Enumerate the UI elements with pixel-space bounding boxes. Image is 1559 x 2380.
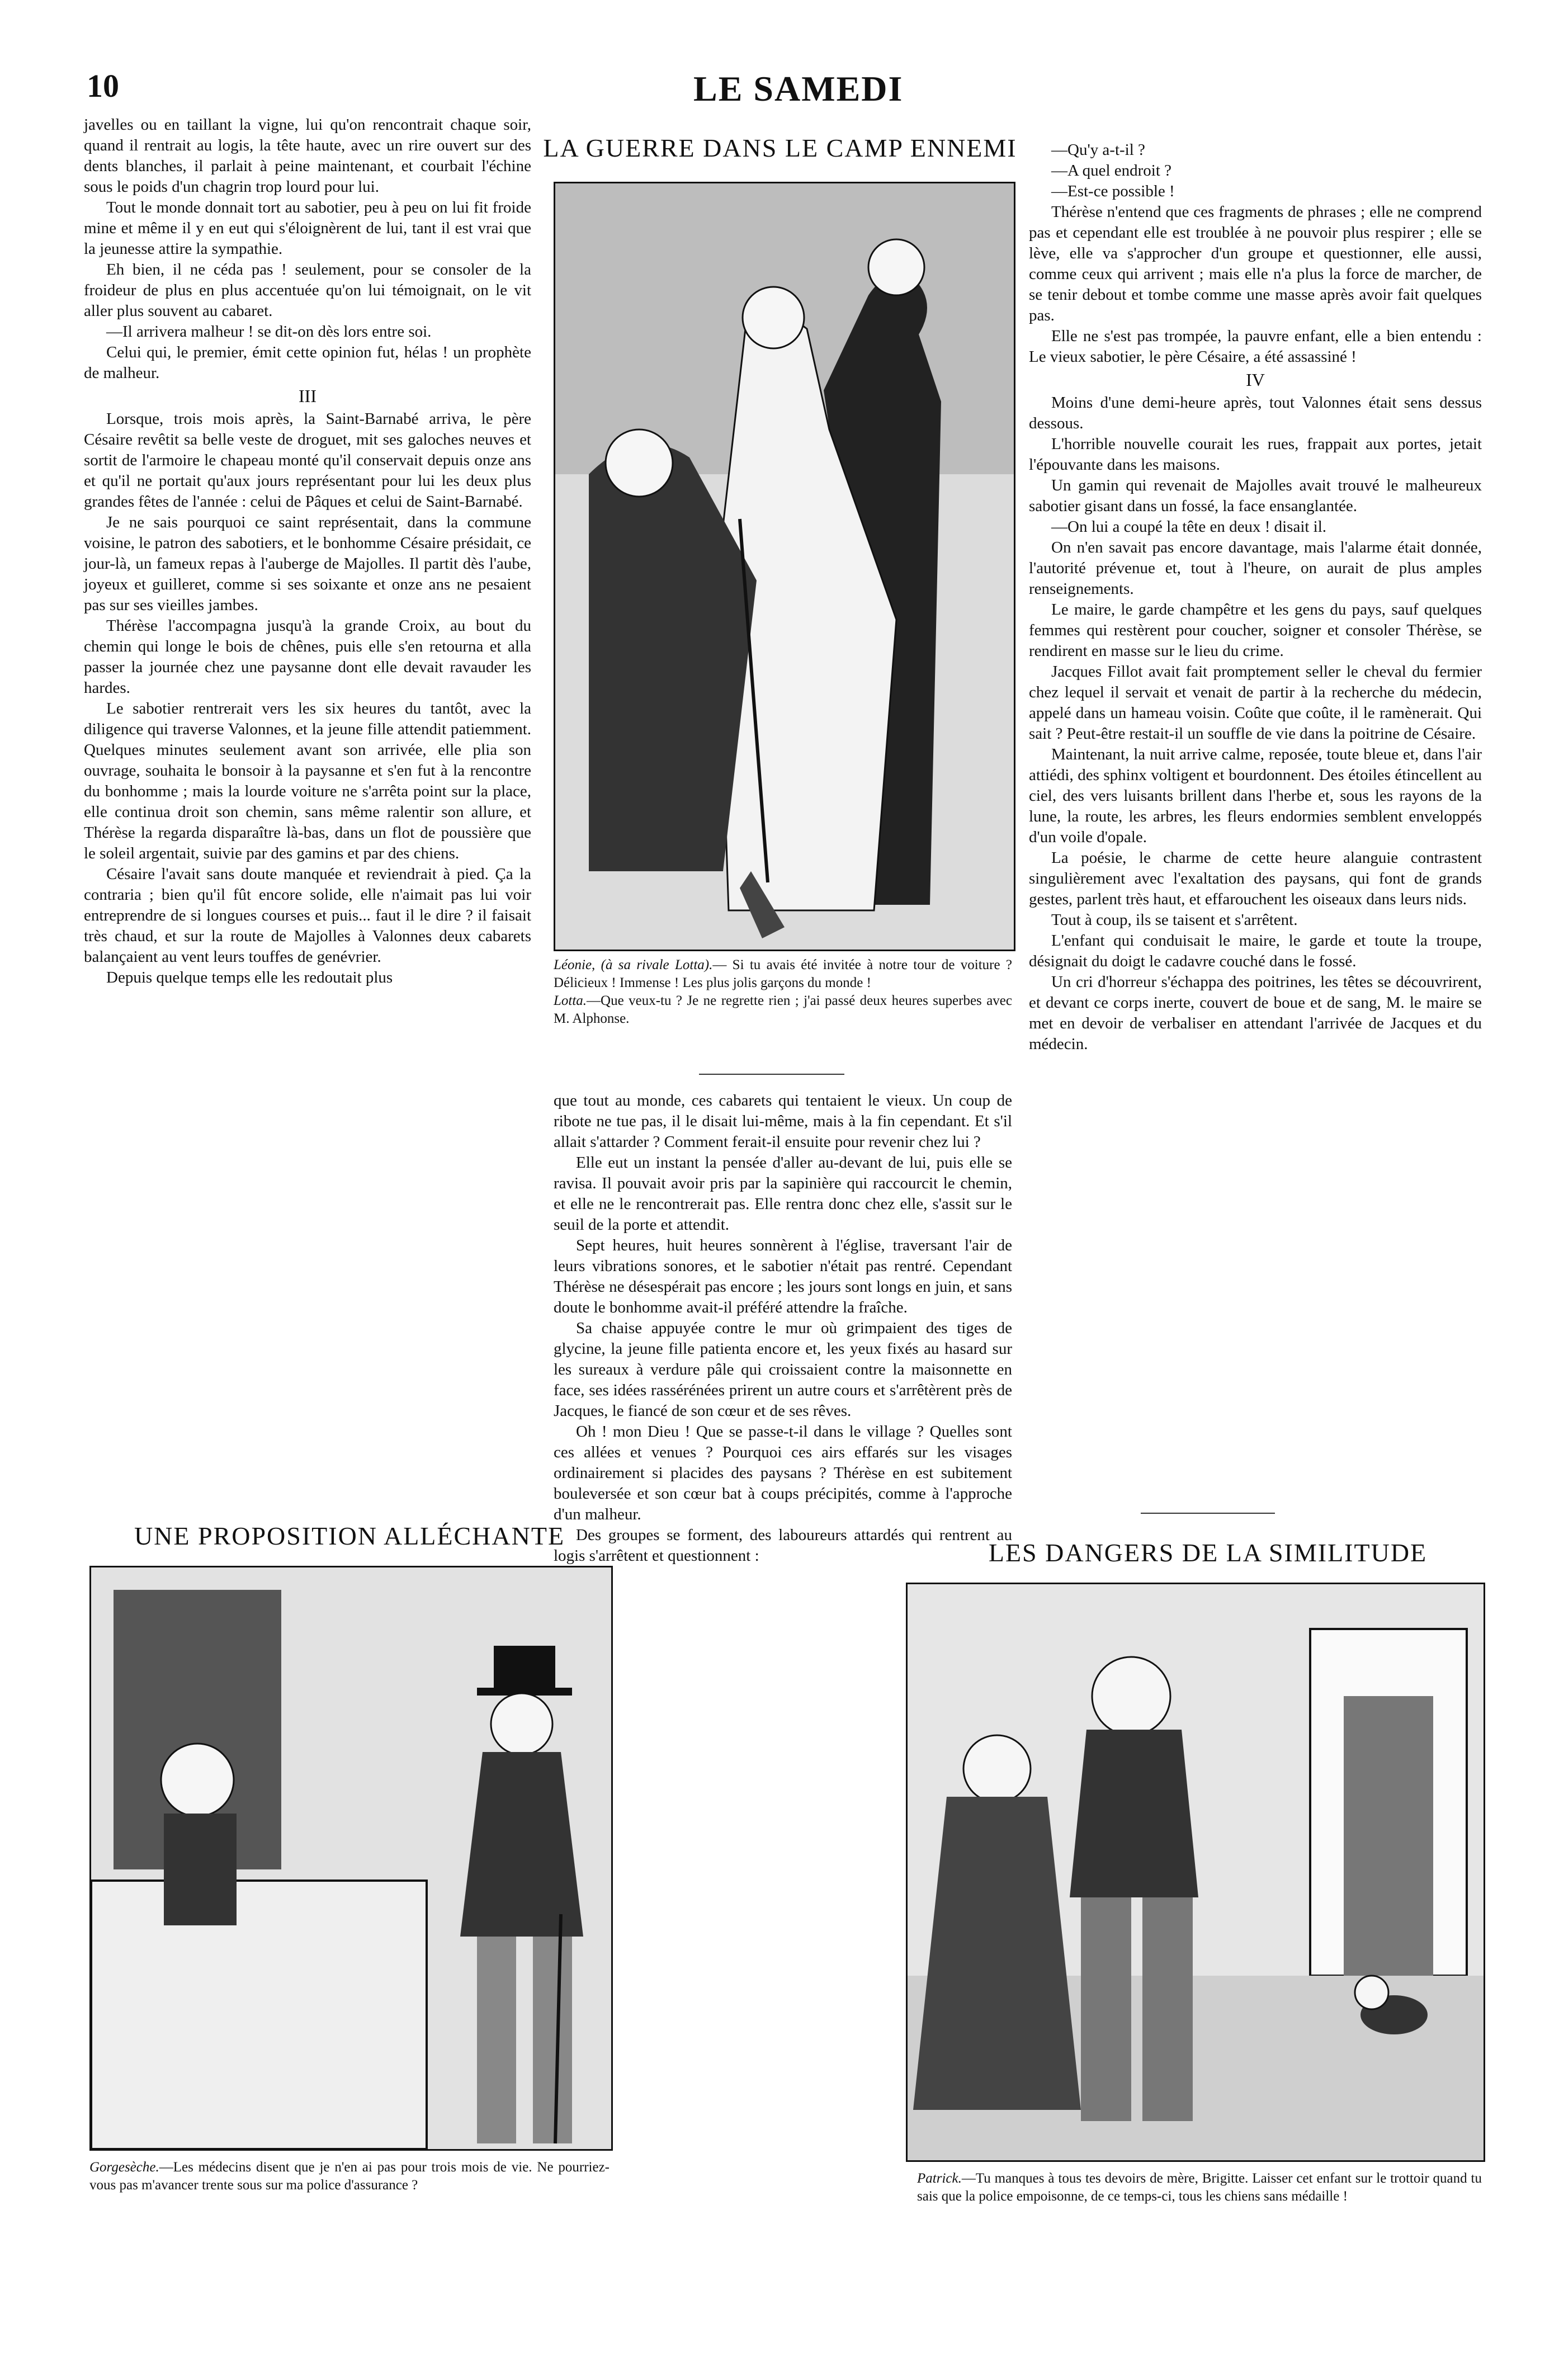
paragraph: Le sabotier rentrerait vers les six heures du tantôt, avec la diligence qui traverse Valonnes, et la jeune fille attendit patiemment. Quelques minutes seulement avant son arrivée, elle plia son ouvrage, souhaita le bonsoir à la paysanne et s'en fut à la rencontre du bonhomme ; mais la lourde voiture ne s'arrêta point sur la place, elle continua droit son chemin, sans même ralentir son allure, et Thérèse la regarda disparaître là-bas, dans un flot de poussière que le soleil argentait, suivie par des gamins et par des chiens. — [84, 700, 531, 862]
column-right — [1029, 140, 1482, 1055]
paragraph: Elle eut un instant la pensée d'aller au-devant de lui, puis elle se ravisa. Il pouvait avoir pris par la sapinière qui raccourcit le chemin, et elle ne le rencontrerait pas. Elle rentra donc chez elle, s'assit sur le seuil de la porte et attendit. — [554, 1154, 1012, 1234]
paragraph: Jacques Fillot avait fait promptement seller le cheval du fermier chez lequel il servait et venait de partir à la recherche du médecin, appelé dans un hameau voisin. Coûte que coûte, il le ramènerait. Qui sait ? Peut-être restait-il un souffle de vie dans la poitrine de Césaire. — [1029, 663, 1482, 743]
paragraph: javelles ou en taillant la vigne, lui qu'on rencontrait chaque soir, quand il rentrait au logis, la tête haute, avec un rire ouvert sur des dents blanches, il parlait à peine maintenant, et courbait l'échine sous le poids d'un chagrin trop lourd pour lui. — [84, 116, 531, 196]
caption-speaker: Patrick. — [917, 2171, 962, 2186]
paragraph: Maintenant, la nuit arrive calme, reposée, toute bleue et, dans l'air attiédi, des sphinx voltigent et bourdonnent. Des étoiles étincellent au ciel, des vers luisants brillent dans l'herbe et, sous les rayons de la lune, la route, les arbres, les fleurs endormies semblent enveloppés d'un voile d'opale. — [1029, 745, 1482, 846]
illustration-caption — [554, 956, 1012, 1028]
paragraph: L'horrible nouvelle courait les rues, frappait aux portes, jetait l'épouvante dans les maisons. — [1029, 435, 1482, 474]
illustration-headline: UNE PROPOSITION ALLÉCHANTE — [134, 1522, 565, 1550]
section-number: IV — [1246, 370, 1265, 390]
masthead-title: LE SAMEDI — [693, 69, 904, 108]
paragraph: —A quel endroit ? — [1051, 162, 1172, 180]
section-number: III — [299, 386, 316, 406]
paragraph: On n'en savait pas encore davantage, mais l'alarme était donnée, l'autorité prévenue et, tout à l'heure, on aurait de plus amples renseignements. — [1029, 539, 1482, 598]
paragraph: Sa chaise appuyée contre le mur où grimpaient des tiges de glycine, la jeune fille patienta encore et, les yeux fixés au hasard sur les sureaux à verdure pâle qui croissaient contre la maisonnette en face, ses idées rassérénées prirent un autre cours et s'arrêtèrent près de Jacques, le fiancé de son cœur et de ses rêves. — [554, 1319, 1012, 1420]
paragraph: Un cri d'horreur s'échappa des poitrines, les têtes se découvrirent, et devant ce corps inerte, couvert de boue et de sang, M. le maire se met en devoir de verbaliser en attendant l'arrivée de Jacques et du médecin. — [1029, 973, 1482, 1053]
page-number: 10 — [87, 68, 119, 104]
paragraph: Un gamin qui revenait de Majolles avait trouvé le malheureux sabotier gisant dans un fossé, la face ensanglantée. — [1029, 476, 1482, 515]
column-middle — [554, 1090, 1012, 1566]
paragraph: que tout au monde, ces cabarets qui tentaient le vieux. Un coup de ribote ne tue pas, il le disait lui-même, mais à la fin cependant. Et s'il allait s'attarder ? Comment ferait-il ensuite pour revenir chez lui ? — [554, 1092, 1012, 1151]
caption-speaker: Gorgesèche. — [89, 2160, 159, 2175]
paragraph: Tout à coup, ils se taisent et s'arrêtent. — [1051, 911, 1298, 929]
divider — [1141, 1513, 1275, 1514]
paragraph: Thérèse n'entend que ces fragments de phrases ; elle ne comprend pas et cependant elle est troublée à ne pouvoir plus respirer ; elle se lève, elle va s'approcher d'un groupe et questionner, elle aussi, comme ceux qui arrivent ; mais elle n'a plus la force de marcher, de se tenir debout et tombe comme une masse après avoir fait quelques pas. — [1029, 203, 1482, 324]
caption-speaker: Léonie, (à sa rivale Lotta). — [554, 957, 713, 972]
paragraph: Thérèse l'accompagna jusqu'à la grande Croix, au bout du chemin qui longe le bois de chênes, puis elle s'en retourna et alla passer la journée chez une paysanne dont elle devait ravauder les hardes. — [84, 617, 531, 697]
paragraph: La poésie, le charme de cette heure alanguie contrastent singulièrement avec l'exaltation des paysans, qui font de grands gestes, parlent très haut, et effarouchent les oiseaux dans leurs nids. — [1029, 849, 1482, 908]
illustration-headline: LES DANGERS DE LA SIMILITUDE — [988, 1538, 1428, 1567]
paragraph: Lorsque, trois mois après, la Saint-Barnabé arriva, le père Césaire revêtit sa belle veste de droguet, mit ses galoches neuves et sortit de l'armoire le chapeau monté qu'il conservait depuis onze ans et qu'il ne portait qu'aux jours représentant pour lui les deux plus grandes fêtes de l'année : celui de Pâques et celui de Saint-Barnabé. — [84, 410, 531, 511]
paragraph: Depuis quelque temps elle les redoutait plus — [106, 969, 393, 986]
caption-text: —Tu manques à tous tes devoirs de mère, Brigitte. Laisser cet enfant sur le trottoir quand tu sais que la police empoisonne, de ce temps-ci, tous les chiens sans médaille ! — [917, 2171, 1482, 2204]
caption-text: — Si tu avais été invitée à notre tour de voiture ? Délicieux ! Immense ! Les plus jolis garçons du monde ! — [554, 957, 1013, 990]
paragraph: Sept heures, huit heures sonnèrent à l'église, traversant l'air de leurs vibrations sonores, et le sabotier n'était pas rentré. Cependant Thérèse ne désespérait pas encore ; les jours sont longs en juin, et sans doute le bonhomme avait-il préféré attendre la fraîche. — [554, 1236, 1012, 1316]
paragraph: Tout le monde donnait tort au sabotier, peu à peu on lui fit froide mine et même il y en eut qui s'éloignèrent de lui, tant il est vrai que la jeunesse attire la sympathie. — [84, 199, 531, 258]
paragraph: —Qu'y a-t-il ? — [1051, 141, 1145, 159]
paragraph: Le maire, le garde champêtre et les gens du pays, sauf quelques femmes qui restèrent pour coucher, soigner et consoler Thérèse, se rendirent en masse sur le lieu du crime. — [1029, 601, 1482, 660]
caption-text: —Que veux-tu ? Je ne regrette rien ; j'ai passé deux heures superbes avec M. Alphonse. — [554, 993, 1012, 1026]
illustration-insurance-office — [89, 1566, 613, 2151]
illustration-caption — [89, 2159, 610, 2194]
illustration-mother-and-patrick — [906, 1583, 1485, 2162]
paragraph: Celui qui, le premier, émit cette opinion fut, hélas ! un prophète de malheur. — [84, 343, 531, 382]
paragraph: Elle ne s'est pas trompée, la pauvre enfant, elle a bien entendu : Le vieux sabotier, le père Césaire, a été assassiné ! — [1029, 327, 1482, 366]
column-left — [84, 115, 531, 988]
paragraph: Césaire l'avait sans doute manquée et reviendrait à pied. Ça la contraria ; bien qu'il fût encore solide, elle n'aimait pas lui voir entreprendre de si longues courses et puis... faut il le dire ? il faisait très chaud, et sur la route de Majolles à Valonnes deux cabarets balançaient au vent leurs touffes de genévrier. — [84, 865, 531, 966]
paragraph: Oh ! mon Dieu ! Que se passe-t-il dans le village ? Quelles sont ces allées et venues ? Pourquoi ces airs effarés sur les visages ordinairement si placides des paysans ? Thérèse en est subitement bouleversée et son cœur bat à coups précipités, comme à l'approche d'un malheur. — [554, 1423, 1012, 1523]
paragraph: —On lui a coupé la tête en deux ! disait il. — [1051, 518, 1327, 536]
caption-speaker: Lotta. — [554, 993, 587, 1008]
paragraph: Moins d'une demi-heure après, tout Valonnes était sens dessus dessous. — [1029, 394, 1482, 432]
illustration-rival-ladies — [554, 182, 1015, 951]
paragraph: Je ne sais pourquoi ce saint représentait, dans la commune voisine, le patron des sabotiers, et le bonhomme Césaire présidait, ce jour-là, un fameux repas à l'auberge de Majolles. Il partit dès l'aube, joyeux et guilleret, comme si ses soixante et onze ans ne pesaient pas sur ses vieilles jambes. — [84, 513, 531, 614]
paragraph: L'enfant qui conduisait le maire, le garde et toute la troupe, désignait du doigt le cadavre couché dans le fossé. — [1029, 932, 1482, 970]
illustration-caption — [917, 2170, 1482, 2206]
paragraph: Eh bien, il ne céda pas ! seulement, pour se consoler de la froideur de plus en plus accentuée qu'on lui témoignait, on le vit aller plus souvent au cabaret. — [84, 261, 531, 320]
caption-text: —Les médecins disent que je n'en ai pas pour trois mois de vie. Ne pourriez-vous pas m'avancer trente sous sur ma police d'assurance ? — [89, 2160, 610, 2193]
illustration-headline: LA GUERRE DANS LE CAMP ENNEMI — [543, 134, 1017, 162]
paragraph: Des groupes se forment, des laboureurs attardés qui rentrent au logis s'arrêtent et questionnent : — [554, 1526, 1012, 1565]
paragraph: —Il arrivera malheur ! se dit-on dès lors entre soi. — [106, 323, 432, 341]
paragraph: —Est-ce possible ! — [1051, 182, 1175, 200]
divider — [699, 1074, 844, 1075]
